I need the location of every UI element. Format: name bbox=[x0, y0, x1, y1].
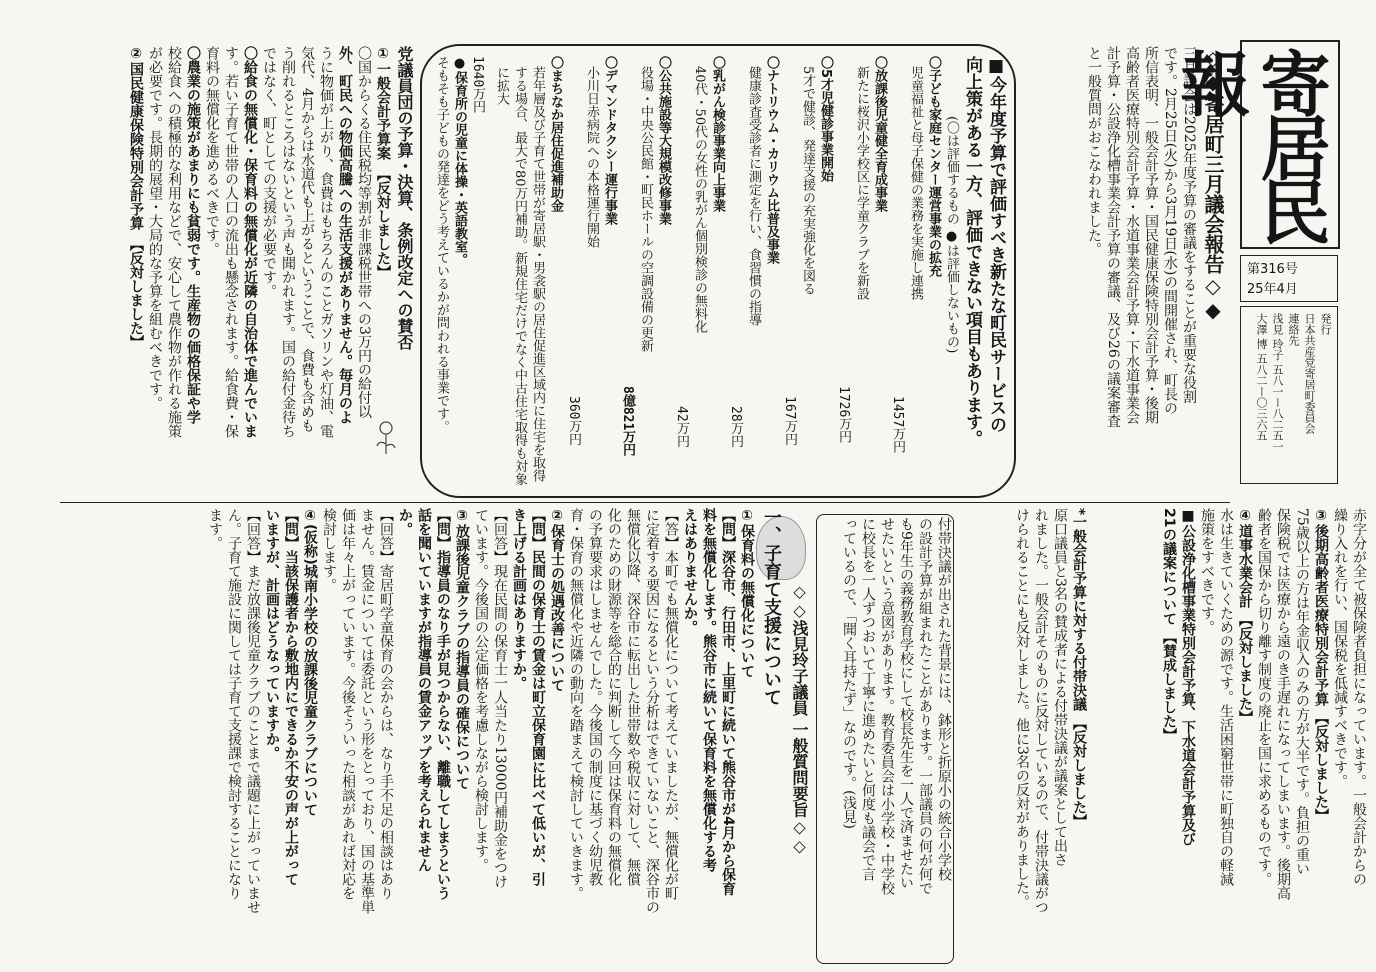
answer-line: ません。賃金については委託という形をとっており、国の基準単 bbox=[359, 508, 375, 914]
budget-item-desc: 小川日赤病院への本格運行開始 bbox=[584, 66, 599, 248]
budget-item-amount: 8億821万円 bbox=[620, 386, 635, 457]
answer-line: 育・保育の無償化や近隣の動向を踏まえて検討していきます。 bbox=[568, 508, 584, 900]
note-line: っているので、「聞く耳持たず」なのです。(浅見) bbox=[841, 517, 857, 829]
contact-label: 連絡先 bbox=[1287, 313, 1300, 346]
resolution-line: 原口議員と3名の賛成者による付帯決議が議案として出さ bbox=[1052, 508, 1068, 867]
answer-line: 化のための財源等を総合的に判断して今回は保育料の無償化 bbox=[606, 508, 622, 886]
budget-item-desc: 5才で健診、発達支援の充実強化を図る bbox=[800, 66, 815, 296]
contact-1: 浅見 玲子 五八一ー八二五一 bbox=[1271, 313, 1284, 452]
budget-item-title: 〇ナトリウム・カリウム比普及事業 bbox=[764, 56, 779, 264]
resolution-section bbox=[960, 508, 1088, 964]
intro-line: 所信表明、一般会計予算・国民健康保険特別会計予算・後期 bbox=[1143, 46, 1159, 424]
party-verdict: 【反対しました】 bbox=[375, 174, 391, 279]
answer-line: ています。今後国の公定価格を考慮しながら検討します。 bbox=[473, 508, 489, 872]
budget-item-desc: 40代・50代の女性の乳がん個別検診の無料化 bbox=[692, 66, 707, 334]
budget-item-desc: 健康診査受診者に測定を行い、食習慣の指導 bbox=[746, 66, 761, 326]
party-body-line: 育料の無償化を進めるべきです。 bbox=[204, 46, 220, 256]
budget-heading: ■今年度予算で評価すべき新たな町民サービスの bbox=[986, 56, 1006, 433]
ask-line: か。 bbox=[397, 508, 413, 536]
party-sub1-label: ①一般会計予算案 bbox=[375, 46, 391, 160]
verdict-line: 保険税では医療から遠のき手遅れになってしまいます。後期高 bbox=[1275, 508, 1291, 900]
budget-item-desc: 新たに桜沢小学校区に学童クラブを新設 bbox=[854, 66, 869, 300]
answer-line: 【答】本町でも無償化について考えていましたが、無償化が町 bbox=[663, 508, 679, 900]
budget-item-amount: 1457万円 bbox=[890, 396, 905, 454]
budget-item-desc: そもそも子どもの発達をどう考えているかが問われる事業です。 bbox=[434, 56, 449, 433]
issue-date: 25年4月 bbox=[1247, 282, 1298, 297]
party-body-line: ではなく、町としての支援が必要です。 bbox=[261, 46, 277, 298]
budget-item-desc: 若年層及び子育て世帯が寄居駅・男衾駅の居住促進区域内に住宅を取得する場合、最大で80万円補助。新規住宅だけでなく中古住宅取得も対象に拡大 bbox=[494, 66, 545, 486]
publisher-box bbox=[1240, 306, 1338, 484]
budget-item-desc: 役場・中央公民館・町民ホールの空調設備の更新 bbox=[638, 66, 653, 352]
party-body-line: す。若い子育て世帯の人口の流出も懸念されます。給食費・保 bbox=[223, 46, 239, 438]
ask-line: き上げる計画はありますか。 bbox=[511, 508, 527, 690]
answer-line: ます。 bbox=[207, 508, 223, 550]
publisher-info bbox=[1245, 313, 1333, 479]
note-line: に校長を一人ずつおいて丁寧に進めたいと何度も議会で言 bbox=[860, 517, 876, 881]
verdict-heading: ③後期高齢者医療特別会計予算 【反対しました】 bbox=[1313, 508, 1329, 823]
issue-box bbox=[1240, 255, 1338, 302]
question-3: ③放課後児童クラブの指導員の確保について bbox=[454, 508, 470, 790]
ask-line: 【問】当該保護者から敷地内にできるか不安の声が上がって bbox=[283, 508, 299, 886]
answer-line: の予算要求はしませんでした。今後国の制度に基づく幼児教 bbox=[587, 508, 603, 886]
party-section bbox=[44, 46, 416, 498]
verdict-heading: 21の議案について 【賛成しました】 bbox=[1161, 508, 1177, 743]
budget-item-amount: 42万円 bbox=[674, 406, 689, 448]
issuer-label: 発行 bbox=[1319, 313, 1332, 335]
budget-item-title: ●保育所の児童に体操・英語教室。 bbox=[452, 56, 467, 266]
budget-item-amount: 1640万円 bbox=[470, 56, 485, 114]
budget-heading: 向上策がある一方、評価できない項目もあります。 bbox=[962, 56, 982, 447]
verdict-line: 齢者を国保から切り離す制度の廃止を国に求めるものです。 bbox=[1256, 508, 1272, 886]
party-body-line: 〇農業の施策があまりにも貧弱です。生産物の価格保証や学 bbox=[185, 46, 201, 424]
ask-line: いますが、計画はどうなっていますか。 bbox=[264, 508, 280, 760]
answer-line: ん。子育て施設に関しては子育て支援課で検討することになり bbox=[226, 508, 242, 900]
main-heading: ◇◆寄居町三月議会報告◇◆ bbox=[1201, 46, 1225, 322]
answer-line: 無償化以降、深谷市に転出した世帯数や税収に対して、無償 bbox=[625, 508, 641, 886]
party-body-line: 校給食への積極的な利用などで、安心して農作物が作れる施策 bbox=[166, 46, 182, 438]
contact-2: 大澤 博 五八二ー〇三六五 bbox=[1255, 313, 1268, 441]
intro-line: 計予算・公設浄化槽事業会計予算の審議、及び26の議案審査 bbox=[1105, 46, 1121, 428]
question-title: ◇◇浅見玲子議員 一般質問要旨◇◇ bbox=[790, 582, 809, 856]
note-line: せたいという意図があります。教育委員会は小学校・中学校 bbox=[879, 517, 895, 895]
resolution-heading: *一般会計予算に対する付帯決議 【反対しました】 bbox=[1071, 508, 1087, 829]
resolution-line: れました。一般会計そのものに反対しているので、付帯決議がつ bbox=[1033, 508, 1049, 914]
question-4: ④(仮称)城南小学校の放課後児童クラブについて bbox=[302, 508, 318, 817]
budget-item-amount: 167万円 bbox=[782, 396, 797, 446]
answer-line: 検討します。 bbox=[321, 508, 337, 592]
verdict-line: 繰り入れを行い、国保税を低減すべきです。 bbox=[1332, 508, 1348, 788]
budget-item-title: 〇5才児健診事業開始 bbox=[818, 56, 833, 183]
verdict-line: 施策をすべきです。 bbox=[1199, 508, 1215, 634]
party-body-line: 〇給食の無償化・保育料の無償化が近隣の自治体で進んでいま bbox=[242, 46, 258, 438]
budget-item-title: 〇乳がん検診事業向上事業 bbox=[710, 56, 725, 212]
budget-item-title: 〇放課後児童健全育成事業 bbox=[872, 56, 887, 212]
budget-item-title: 〇まちなか居住促進補助金 bbox=[548, 56, 563, 212]
ask-line: 話を聞いていますが指導員の賃金アップを考えられません bbox=[416, 508, 432, 872]
party-body-line: うに物価が上がり、食費はもちろんのことガソリンや灯油、電 bbox=[318, 46, 334, 438]
flower-icon bbox=[374, 420, 398, 456]
party-body-line: 気代、4月からは水道代も上がるということで、食費も含めも bbox=[299, 46, 315, 433]
verdict-heading: ④道事水業会計 【反対しました】 bbox=[1237, 508, 1253, 725]
answer-line: 価は年々上がっています。今後そういった相談があれば対応を bbox=[340, 508, 356, 900]
section-divider bbox=[60, 502, 1230, 503]
question-section-heading: 一、子育て支援について bbox=[761, 508, 782, 706]
intro-line: と一般質問がおこなわれました。 bbox=[1086, 46, 1102, 256]
party-verdict-2: 【反対しました】 bbox=[128, 244, 144, 349]
question-1: ①保育料の無償化について bbox=[739, 508, 755, 678]
budget-item-title: 〇デマンドタクシー運行事業 bbox=[602, 56, 617, 225]
verdict-line: 水は生きていくための源です。生活困窮世帯に町独自の軽減 bbox=[1218, 508, 1234, 886]
intro-line: 三月議会は2025年度予算の審議をすることが重要な役割 bbox=[1181, 46, 1197, 404]
party-sub2-label: ②国民健康保険特別会計予算 bbox=[128, 46, 144, 230]
budget-item-desc: 児童福祉と母子保健の業務を実施し連携 bbox=[908, 66, 923, 300]
answer-line: 【回答】まだ放課後児童クラブのことまで議題に上がっていませ bbox=[245, 508, 261, 914]
verdict-line: 75歳以上の方は年金収入のみの方が大半です。負担の重い bbox=[1294, 508, 1310, 876]
verdict-line: 赤字分が全て被保険者負担になっています。一般会計からの bbox=[1351, 508, 1367, 886]
intro-line: です。2月25日(火)から3月19日(水)の間開催され、町長の bbox=[1162, 46, 1178, 416]
ask-line: 【問】指導員のなり手が見つからない、離職してしまうという bbox=[435, 508, 451, 900]
answer-line: 【回答】寄居町学童保育の会からは、なり手不足の相談はあり bbox=[378, 508, 394, 900]
note-line: の設計予算が組まれたことがあります。一部議員の何が何で bbox=[917, 517, 933, 895]
budget-item-amount: 1726万円 bbox=[836, 386, 851, 444]
ask-line: 【問】民間の保育士の賃金は町立保育園に比べて低いが、引 bbox=[530, 508, 546, 886]
budget-section bbox=[430, 56, 1008, 486]
answer-line: 【回答】現在民間の保育士一人当たり13000円補助金をつけ bbox=[492, 508, 508, 889]
budget-item-amount: 360万円 bbox=[566, 396, 581, 446]
party-body-line: が必要です。長期的展望・大局的な予算を組むべきです。 bbox=[147, 46, 163, 410]
issue-number: 第316号 bbox=[1247, 262, 1298, 277]
budget-item-title: 〇公共施設等大規模改修事業 bbox=[656, 56, 671, 225]
party-heading: 党議員団の予算・決算、条例改定への賛否 bbox=[395, 46, 414, 350]
budget-item-amount: 28万円 bbox=[728, 406, 743, 448]
ask-line: 料を無償化します。熊谷市に続いて保育料を無償化する考 bbox=[701, 508, 717, 872]
question-2: ②保育士の処遇改善について bbox=[549, 508, 565, 692]
party-body-line: 〇国からくる住民税均等割が非課税世帯への3万円の給付以 bbox=[356, 46, 372, 419]
issuer-name: 日本共産党寄居町委員会 bbox=[1303, 313, 1316, 434]
answer-line: に定着する要因になるという分析はできていないこと、深谷市の bbox=[644, 508, 660, 914]
verdict-heading: ■公設浄化槽事業特別会計予算、下水道会計予算及び bbox=[1180, 508, 1196, 846]
ask-line: えはありませんか。 bbox=[682, 508, 698, 634]
note-box bbox=[816, 514, 954, 964]
budget-item-title: 〇子ども家庭センター運営事業の拡充 bbox=[926, 56, 941, 277]
note-line: も9年生の義務教育学校にして校長先生を一人で済ませたい bbox=[898, 517, 914, 890]
note-line: 付帯決議が出された背景には、鉢形と折原小の統合小学校 bbox=[936, 517, 952, 881]
intro-section bbox=[1018, 46, 1228, 498]
party-body-line: 外、町民への物価高騰への生活支援がありません。毎月のよ bbox=[337, 46, 353, 424]
ask-line: 【問】深谷市、行田市、上里町に続いて熊谷市が4月から保育 bbox=[720, 508, 736, 896]
budget-verdicts bbox=[1092, 508, 1368, 964]
party-body-line: う削れるところはないという声も聞かれます。国の給付金待ち bbox=[280, 46, 296, 438]
resolution-line: けられることにも反対しました。他に3名の反対がありました。 bbox=[1014, 508, 1030, 909]
legend: (〇は評価するもの ●は評価しないもの) bbox=[944, 116, 959, 354]
intro-line: 高齢者医療特別会計予算・水道事業会計予算・下水道事業会 bbox=[1124, 46, 1140, 424]
newspaper-title: 寄居民報 bbox=[1169, 48, 1332, 240]
question-section bbox=[60, 508, 812, 964]
party-sub2 bbox=[126, 46, 145, 498]
